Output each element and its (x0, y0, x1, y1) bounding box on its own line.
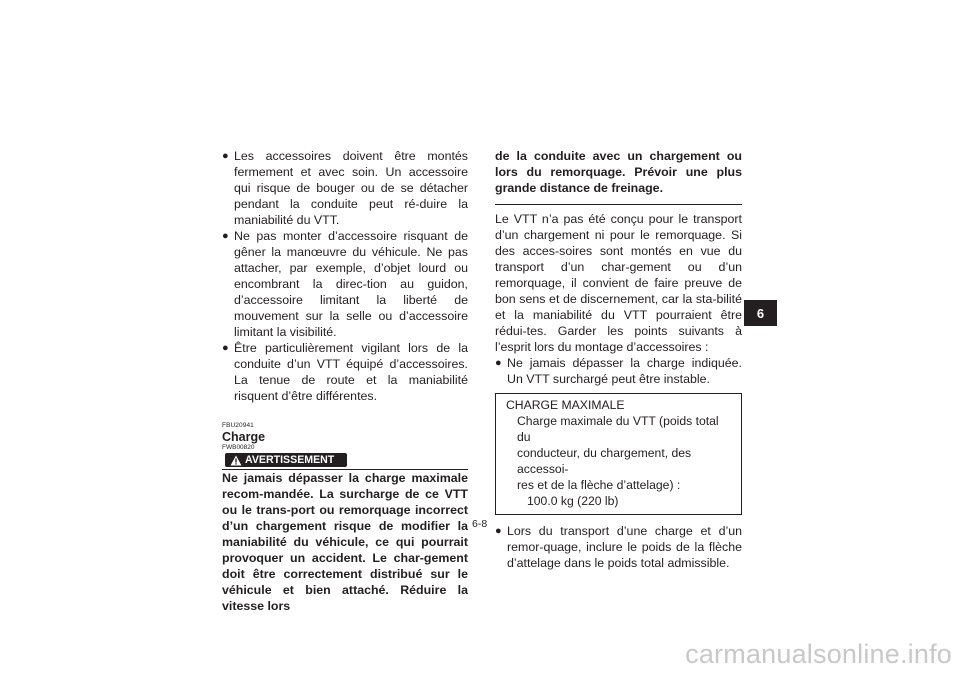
max-load-box (495, 393, 742, 515)
chapter-tab: 6 (744, 300, 777, 326)
right-column (495, 148, 742, 571)
bullet-icon: ● (222, 230, 229, 242)
bullet-text: Ne pas monter d’accessoire risquant de gêner la manœuvre du véhicule. Ne pas attacher, par exemple, d’objet lourd ou encombrant la direc-tion au guidon, d’accessoire limitant la liberté de mouvement sur la selle ou d’accessoire limitant la visibilité. (234, 229, 468, 339)
section-code: FBU20941 (222, 422, 254, 429)
bullet-text: Être particulièrement vigilant lors de la conduite d’un VTT équipé d’accessoires. La tenue de route et la maniabilité risquent d’être différentes. (234, 341, 468, 403)
warning-header (222, 452, 468, 470)
bullet-icon: ● (222, 150, 229, 162)
divider (222, 469, 468, 470)
bullet-item (222, 340, 468, 404)
bullet-icon: ● (222, 342, 229, 354)
box-line: conducteur, du chargement, des accessoi- (517, 446, 692, 476)
box-line: res et de la flèche d’attelage) : (517, 478, 681, 492)
watermark: carmanualsonline.info (685, 639, 952, 669)
warning-text-continued: de la conduite avec un chargement ou lors du remorquage. Prévoir une plus grande distance de freinage. (495, 149, 742, 195)
box-line: Charge maximale du VTT (poids total du (517, 414, 719, 444)
bullet-item (222, 228, 468, 340)
box-title: CHARGE MAXIMALE (506, 398, 625, 412)
bullet-text: Ne jamais dépasser la charge indiquée. Un VTT surchargé peut être instable. (507, 356, 742, 386)
bullet-text: Les accessoires doivent être montés fermement et avec soin. Un accessoire qui risque de bouger ou de se détacher pendant la conduite peut ré-duire la maniabilité du VTT. (234, 149, 468, 227)
warning-code: FWB00820 (222, 444, 255, 451)
warning-badge (225, 453, 347, 467)
divider (495, 204, 742, 205)
warning-text: Ne jamais dépasser la charge maximale recom-mandée. La surcharge de ce VTT ou le trans-port ou remorquage incorrect d’un chargement risque de modifier la maniabilité du véhicule, ce qui pourrait provoquer un accident. Le char-gement doit être correctement distribué sur le véhicule et bien attaché. Réduire la vitesse lors (222, 471, 468, 613)
bullet-item (495, 355, 742, 387)
section-title: Charge (222, 430, 266, 444)
bullet-item (495, 523, 742, 571)
paragraph: Le VTT n’a pas été conçu pour le transport d’un chargement ni pour le remorquage. Si des acces-soires sont montés en vue du transport d’un char-gement ou d’un remorquage, il convient de faire preuve de bon sens et de discernement, car la sta-bilité et la maniabilité du VTT pourraient être rédui-tes. Garder les points suivants à l’esprit lors du montage d’accessoires : (495, 212, 742, 354)
warning-triangle-icon (230, 455, 242, 466)
box-value: 100.0 kg (220 lb) (527, 494, 619, 508)
left-column (222, 148, 468, 614)
bullet-icon: ● (495, 357, 502, 369)
bullet-icon: ● (495, 525, 502, 537)
page-number: 6-8 (472, 518, 488, 530)
warning-label: AVERTISSEMENT (245, 454, 335, 466)
bullet-item (222, 148, 468, 228)
bullet-text: Lors du transport d’une charge et d’un remor-quage, inclure le poids de la flèche d’attelage dans le poids total admissible. (507, 524, 742, 570)
